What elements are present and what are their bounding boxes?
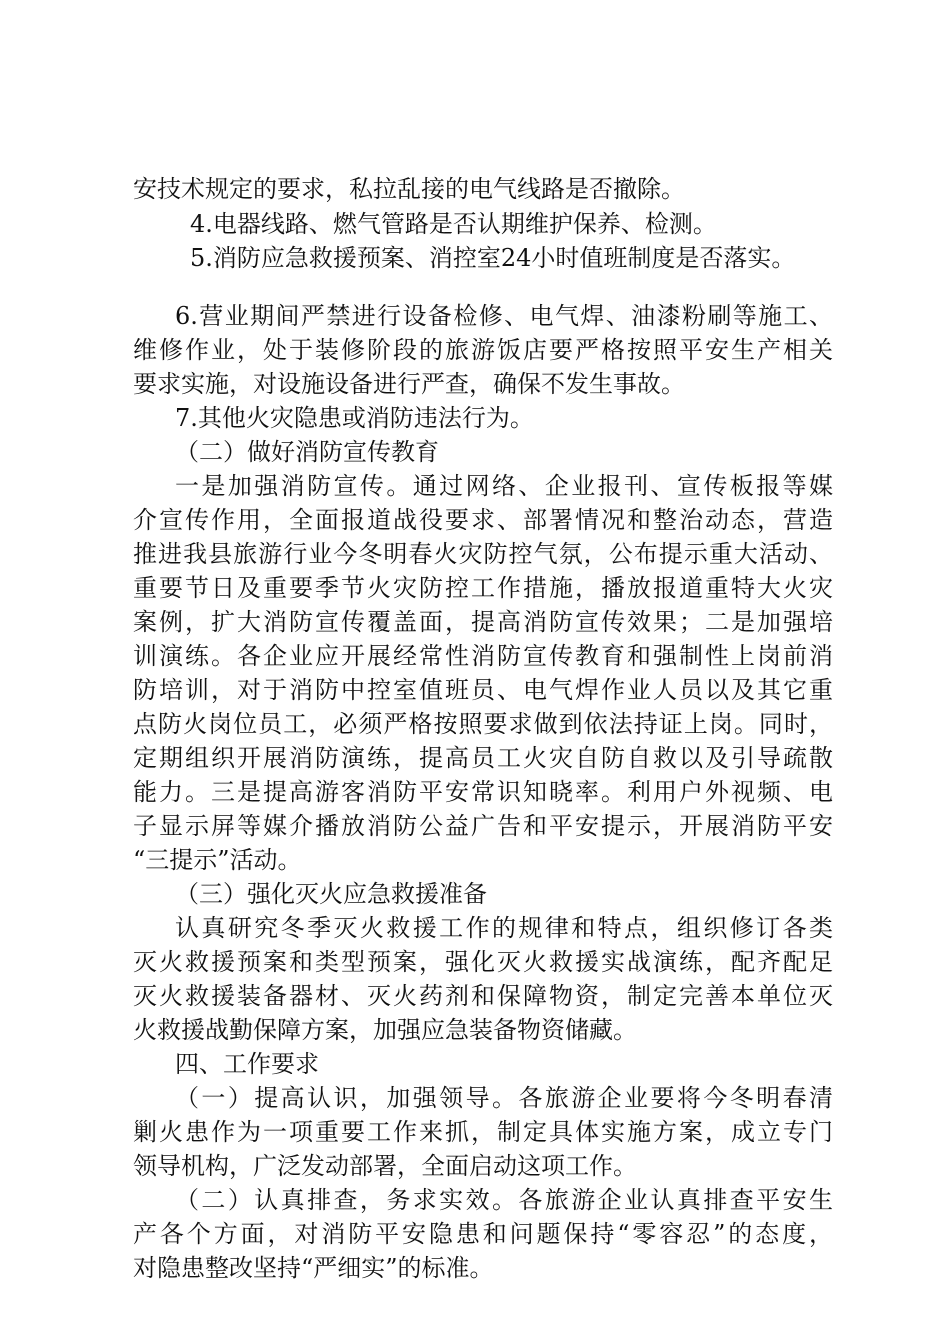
text-line: 灭火救援装备器材、灭火药剂和保障物资，制定完善本单位灭 <box>133 982 833 1010</box>
text-line: 安技术规定的要求，私拉乱接的电气线路是否撤除。 <box>133 175 685 203</box>
text-line: 点防火岗位员工，必须严格按照要求做到依法持证上岗。同时， <box>133 710 833 738</box>
text-line: （一）提高认识，加强领导。各旅游企业要将今冬明春清 <box>175 1084 833 1112</box>
text-line: 4.电器线路、燃气管路是否认期维护保养、检测。 <box>190 210 717 238</box>
text-line: 产各个方面，对消防平安隐患和问题保持“零容忍”的态度， <box>133 1220 833 1248</box>
text-line: 火救援战勤保障方案，加强应急装备物资储藏。 <box>133 1016 637 1044</box>
text-line: 重要节日及重要季节火灾防控工作措施，播放报道重特大火灾 <box>133 574 833 602</box>
text-line: 能力。三是提高游客消防平安常识知晓率。利用户外视频、电 <box>133 778 833 806</box>
section-heading: 四、工作要求 <box>175 1050 319 1078</box>
text-line: 领导机构，广泛发动部署，全面启动这项工作。 <box>133 1152 637 1180</box>
text-line: 介宣传作用，全面报道战役要求、部署情况和整治动态，营造 <box>133 506 833 534</box>
text-line: （二）认真排查，务求实效。各旅游企业认真排查平安生 <box>175 1186 833 1214</box>
text-line: 灭火救援预案和类型预案，强化灭火救援实战演练，配齐配足 <box>133 948 833 976</box>
text-line: 案例，扩大消防宣传覆盖面，提高消防宣传效果；二是加强培 <box>133 608 833 636</box>
text-line: 推进我县旅游行业今冬明春火灾防控气氛，公布提示重大活动、 <box>133 540 833 568</box>
text-line: 要求实施，对设施设备进行严查，确保不发生事故。 <box>133 370 685 398</box>
text-line: 一是加强消防宣传。通过网络、企业报刊、宣传板报等媒 <box>175 472 833 500</box>
text-line: 认真研究冬季灭火救援工作的规律和特点，组织修订各类 <box>175 914 833 942</box>
text-line: 子显示屏等媒介播放消防公益广告和平安提示，开展消防平安 <box>133 812 833 840</box>
text-line: 对隐患整改坚持“严细实”的标准。 <box>133 1254 494 1282</box>
text-line: 定期组织开展消防演练，提高员工火灾自防自救以及引导疏散 <box>133 744 833 772</box>
text-line: 7.其他火灾隐患或消防违法行为。 <box>175 404 534 432</box>
text-line: 5.消防应急救援预案、消控室24小时值班制度是否落实。 <box>190 244 796 272</box>
text-line: 防培训，对于消防中控室值班员、电气焊作业人员以及其它重 <box>133 676 833 704</box>
section-heading: （二）做好消防宣传教育 <box>175 438 439 466</box>
text-line: 训演练。各企业应开展经常性消防宣传教育和强制性上岗前消 <box>133 642 833 670</box>
text-line: “三提示”活动。 <box>133 846 302 874</box>
text-line: 剿火患作为一项重要工作来抓，制定具体实施方案，成立专门 <box>133 1118 833 1146</box>
section-heading: （三）强化灭火应急救援准备 <box>175 880 487 908</box>
text-line: 维修作业，处于装修阶段的旅游饭店要严格按照平安生产相关 <box>133 336 833 364</box>
text-line: 6.营业期间严禁进行设备检修、电气焊、油漆粉刷等施工、 <box>175 302 833 330</box>
